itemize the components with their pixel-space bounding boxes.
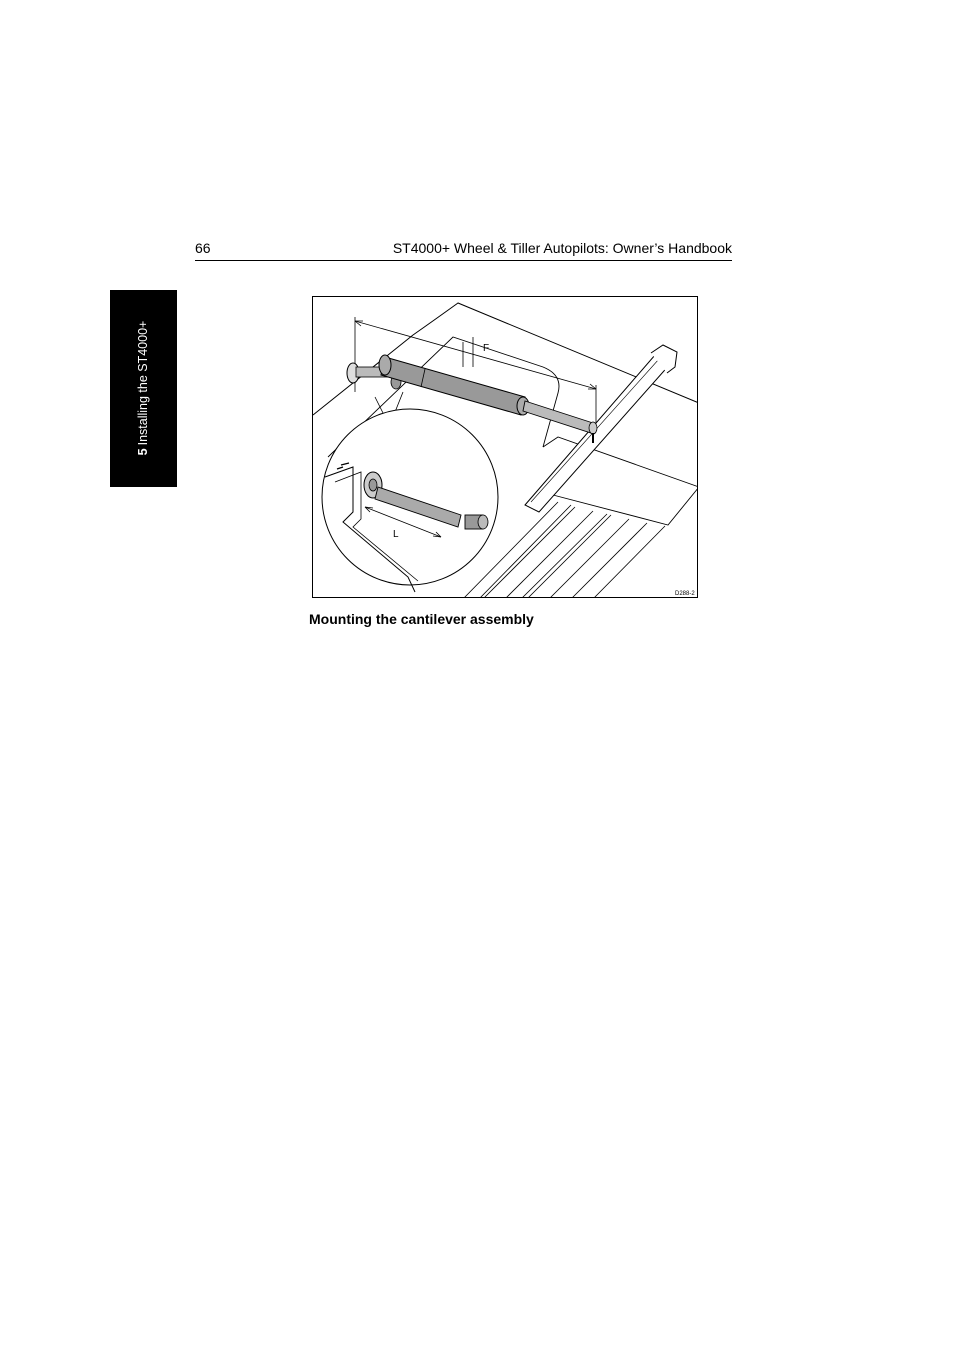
chapter-side-tab-text xyxy=(136,321,150,456)
label-l: L xyxy=(393,529,399,540)
chapter-title: Installing the ST4000+ xyxy=(136,320,150,446)
label-f: F xyxy=(483,343,490,354)
page-number: 66 xyxy=(195,240,211,256)
grating-top-edge xyxy=(553,487,698,525)
chapter-side-tab xyxy=(110,290,177,487)
cantilever-illustration xyxy=(313,297,698,598)
chapter-number: 5 xyxy=(136,448,150,456)
page-header xyxy=(195,238,732,261)
figure-caption: Mounting the cantilever assembly xyxy=(309,611,534,627)
figure-id: D288-2 xyxy=(675,591,695,597)
cantilever-figure xyxy=(312,296,698,598)
detail-circle xyxy=(322,409,498,592)
running-title: ST4000+ Wheel & Tiller Autopilots: Owner’s Handbook xyxy=(392,240,732,256)
